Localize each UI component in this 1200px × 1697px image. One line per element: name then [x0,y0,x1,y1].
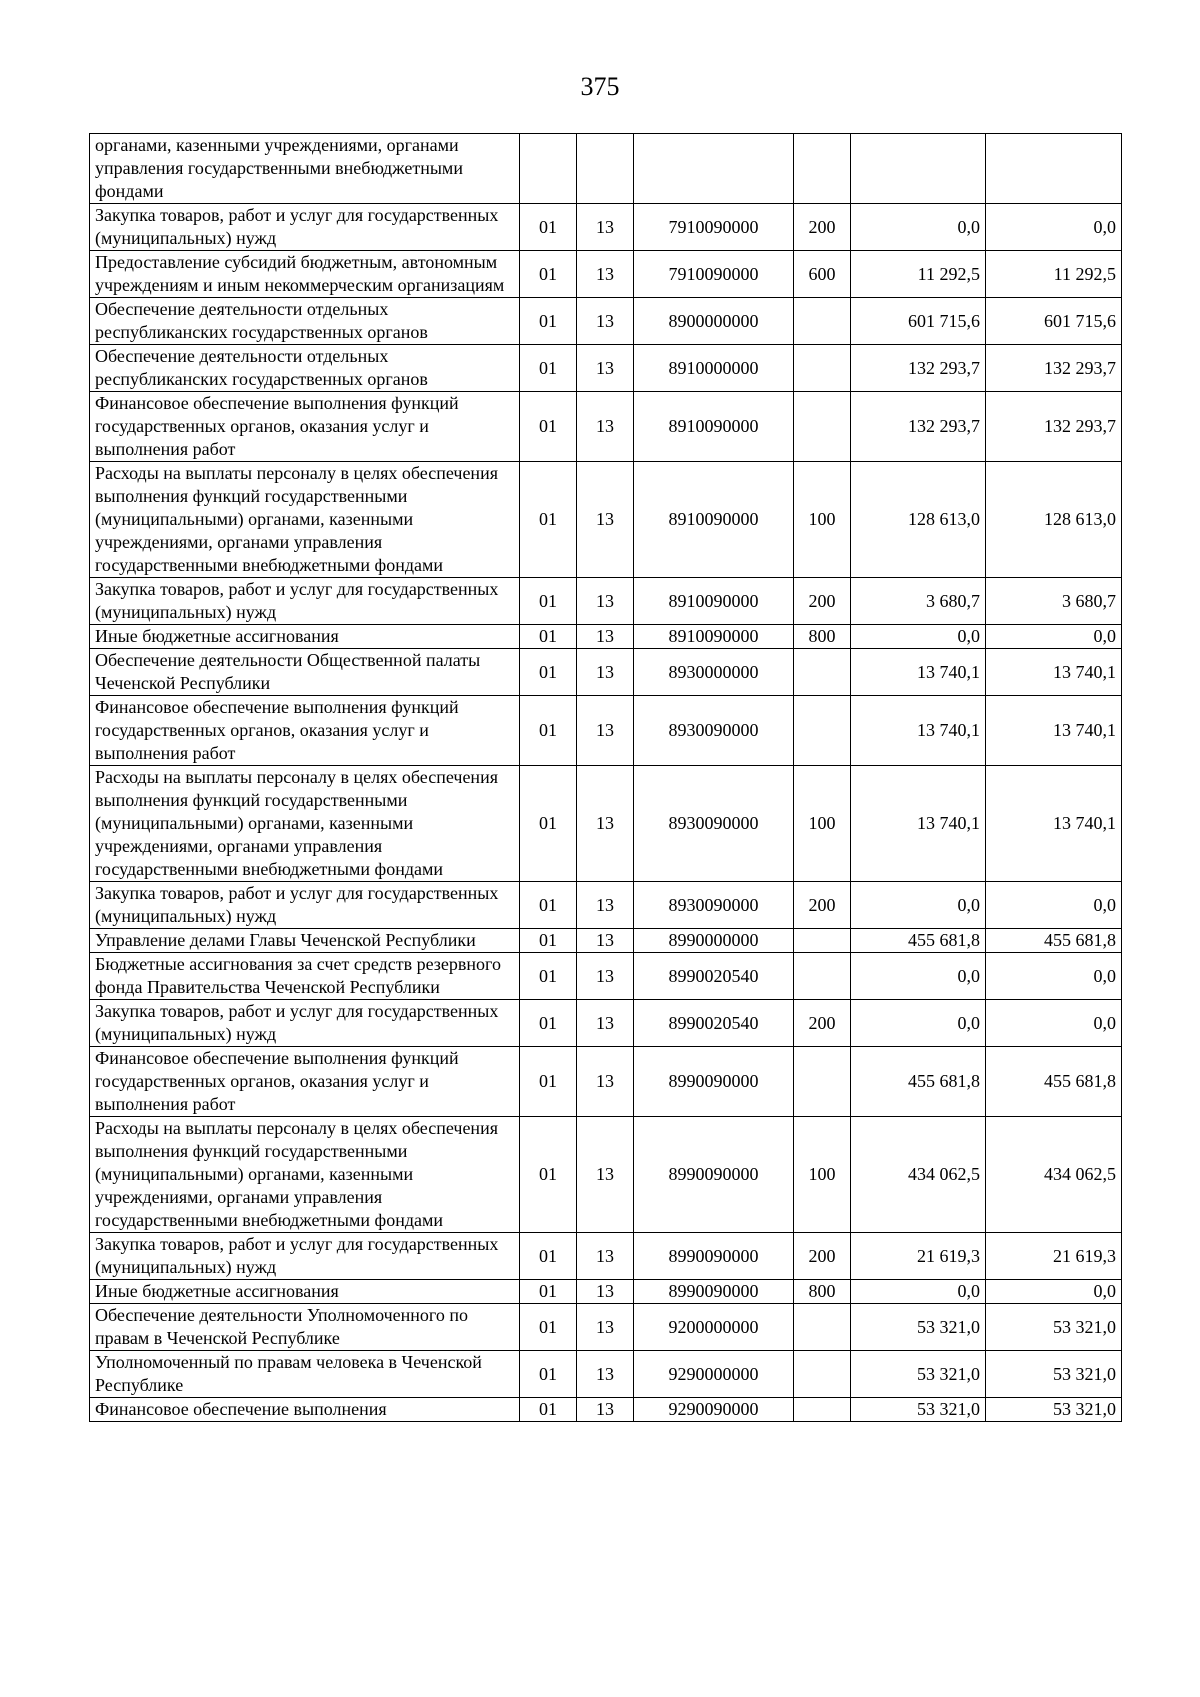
amount-cell-1: 0,0 [851,882,986,929]
expense-type-cell: 100 [794,766,851,882]
amount-cell-1: 434 062,5 [851,1117,986,1233]
expense-type-cell: 800 [794,625,851,649]
subsection-code-cell: 13 [577,204,634,251]
table-row [90,1047,1122,1117]
section-code-cell: 01 [520,1000,577,1047]
expense-type-cell: 200 [794,882,851,929]
amount-cell-1: 13 740,1 [851,766,986,882]
amount-cell-1: 0,0 [851,1280,986,1304]
row-name-cell: Обеспечение деятельности отдельных республиканских государственных органов [90,298,520,345]
expense-type-cell [794,1047,851,1117]
amount-cell-1: 53 321,0 [851,1351,986,1398]
table-row [90,251,1122,298]
row-name-cell: Закупка товаров, работ и услуг для государственных (муниципальных) нужд [90,204,520,251]
section-code-cell: 01 [520,1233,577,1280]
target-article-cell: 8910000000 [634,345,794,392]
subsection-code-cell: 13 [577,251,634,298]
expense-type-cell: 100 [794,462,851,578]
target-article-cell [634,134,794,204]
section-code-cell: 01 [520,625,577,649]
subsection-code-cell: 13 [577,1000,634,1047]
table-row [90,392,1122,462]
amount-cell-2: 53 321,0 [986,1398,1122,1422]
table-row [90,1233,1122,1280]
section-code-cell: 01 [520,345,577,392]
target-article-cell: 8990020540 [634,1000,794,1047]
row-name-cell: органами, казенными учреждениями, органами управления государственными внебюджетными фондами [90,134,520,204]
target-article-cell: 8930090000 [634,696,794,766]
amount-cell-2: 13 740,1 [986,649,1122,696]
target-article-cell: 8930090000 [634,766,794,882]
amount-cell-1: 132 293,7 [851,392,986,462]
target-article-cell: 9200000000 [634,1304,794,1351]
expense-type-cell [794,1304,851,1351]
expense-type-cell: 600 [794,251,851,298]
target-article-cell: 8990090000 [634,1280,794,1304]
amount-cell-2: 132 293,7 [986,392,1122,462]
row-name-cell: Финансовое обеспечение выполнения [90,1398,520,1422]
expense-type-cell [794,1351,851,1398]
amount-cell-1: 53 321,0 [851,1304,986,1351]
row-name-cell: Закупка товаров, работ и услуг для государственных (муниципальных) нужд [90,1233,520,1280]
amount-cell-1: 21 619,3 [851,1233,986,1280]
table-row [90,766,1122,882]
expense-type-cell [794,696,851,766]
subsection-code-cell: 13 [577,1351,634,1398]
table-row [90,204,1122,251]
row-name-cell: Расходы на выплаты персоналу в целях обеспечения выполнения функций государственными (муниципальными) органами, казенными учреждениями, органами управления государственными внебюджетными фондами [90,462,520,578]
amount-cell-1: 0,0 [851,625,986,649]
amount-cell-2: 13 740,1 [986,766,1122,882]
amount-cell-1: 0,0 [851,204,986,251]
amount-cell-1: 3 680,7 [851,578,986,625]
row-name-cell: Закупка товаров, работ и услуг для государственных (муниципальных) нужд [90,882,520,929]
row-name-cell: Финансовое обеспечение выполнения функций государственных органов, оказания услуг и выполнения работ [90,696,520,766]
section-code-cell: 01 [520,251,577,298]
amount-cell-1: 13 740,1 [851,649,986,696]
amount-cell-1: 0,0 [851,953,986,1000]
target-article-cell: 8900000000 [634,298,794,345]
amount-cell-2: 11 292,5 [986,251,1122,298]
expense-type-cell [794,298,851,345]
table-row [90,1304,1122,1351]
row-name-cell: Расходы на выплаты персоналу в целях обеспечения выполнения функций государственными (муниципальными) органами, казенными учреждениями, органами управления государственными внебюджетными фондами [90,1117,520,1233]
subsection-code-cell: 13 [577,1398,634,1422]
amount-cell-1: 0,0 [851,1000,986,1047]
target-article-cell: 8990090000 [634,1233,794,1280]
row-name-cell: Иные бюджетные ассигнования [90,1280,520,1304]
target-article-cell: 9290000000 [634,1351,794,1398]
row-name-cell: Расходы на выплаты персоналу в целях обеспечения выполнения функций государственными (муниципальными) органами, казенными учреждениями, органами управления государственными внебюджетными фондами [90,766,520,882]
row-name-cell: Предоставление субсидий бюджетным, автономным учреждениям и иным некоммерческим организациям [90,251,520,298]
table-row [90,1280,1122,1304]
expense-type-cell [794,1398,851,1422]
row-name-cell: Управление делами Главы Чеченской Республики [90,929,520,953]
amount-cell-2: 0,0 [986,204,1122,251]
section-code-cell [520,134,577,204]
table-row [90,953,1122,1000]
target-article-cell: 8990090000 [634,1117,794,1233]
table-row [90,1398,1122,1422]
table-row [90,462,1122,578]
table-row [90,696,1122,766]
page-number: 375 [580,72,620,101]
row-name-cell: Иные бюджетные ассигнования [90,625,520,649]
amount-cell-2: 132 293,7 [986,345,1122,392]
table-row [90,882,1122,929]
amount-cell-2: 21 619,3 [986,1233,1122,1280]
table-row [90,649,1122,696]
section-code-cell: 01 [520,1398,577,1422]
expense-type-cell: 200 [794,1000,851,1047]
expense-type-cell [794,953,851,1000]
subsection-code-cell: 13 [577,1047,634,1117]
target-article-cell: 8910090000 [634,392,794,462]
section-code-cell: 01 [520,462,577,578]
expense-type-cell [794,345,851,392]
amount-cell-2: 434 062,5 [986,1117,1122,1233]
amount-cell-1: 132 293,7 [851,345,986,392]
amount-cell-2: 0,0 [986,1280,1122,1304]
section-code-cell: 01 [520,649,577,696]
row-name-cell: Финансовое обеспечение выполнения функций государственных органов, оказания услуг и выполнения работ [90,1047,520,1117]
row-name-cell: Обеспечение деятельности Общественной палаты Чеченской Республики [90,649,520,696]
row-name-cell: Закупка товаров, работ и услуг для государственных (муниципальных) нужд [90,1000,520,1047]
expense-type-cell [794,392,851,462]
section-code-cell: 01 [520,1304,577,1351]
expense-type-cell: 200 [794,204,851,251]
section-code-cell: 01 [520,578,577,625]
subsection-code-cell: 13 [577,766,634,882]
amount-cell-2: 53 321,0 [986,1304,1122,1351]
amount-cell-2: 601 715,6 [986,298,1122,345]
subsection-code-cell: 13 [577,1117,634,1233]
subsection-code-cell: 13 [577,625,634,649]
expense-type-cell: 800 [794,1280,851,1304]
table-row [90,298,1122,345]
subsection-code-cell: 13 [577,929,634,953]
target-article-cell: 8910090000 [634,578,794,625]
amount-cell-1: 13 740,1 [851,696,986,766]
row-name-cell: Уполномоченный по правам человека в Чеченской Республике [90,1351,520,1398]
amount-cell-2 [986,134,1122,204]
amount-cell-2: 455 681,8 [986,1047,1122,1117]
target-article-cell: 9290090000 [634,1398,794,1422]
section-code-cell: 01 [520,882,577,929]
table-row [90,578,1122,625]
subsection-code-cell: 13 [577,1280,634,1304]
section-code-cell: 01 [520,298,577,345]
subsection-code-cell: 13 [577,1304,634,1351]
table-row [90,1117,1122,1233]
amount-cell-1: 53 321,0 [851,1398,986,1422]
amount-cell-1: 601 715,6 [851,298,986,345]
section-code-cell: 01 [520,1280,577,1304]
amount-cell-2: 0,0 [986,953,1122,1000]
row-name-cell: Обеспечение деятельности отдельных республиканских государственных органов [90,345,520,392]
amount-cell-2: 128 613,0 [986,462,1122,578]
section-code-cell: 01 [520,696,577,766]
subsection-code-cell: 13 [577,1233,634,1280]
amount-cell-1: 455 681,8 [851,1047,986,1117]
section-code-cell: 01 [520,929,577,953]
subsection-code-cell [577,134,634,204]
table-row [90,1000,1122,1047]
amount-cell-2: 0,0 [986,625,1122,649]
amount-cell-2: 0,0 [986,1000,1122,1047]
amount-cell-2: 13 740,1 [986,696,1122,766]
amount-cell-2: 53 321,0 [986,1351,1122,1398]
section-code-cell: 01 [520,953,577,1000]
section-code-cell: 01 [520,766,577,882]
target-article-cell: 7910090000 [634,204,794,251]
subsection-code-cell: 13 [577,649,634,696]
subsection-code-cell: 13 [577,392,634,462]
section-code-cell: 01 [520,392,577,462]
target-article-cell: 8910090000 [634,462,794,578]
row-name-cell: Финансовое обеспечение выполнения функций государственных органов, оказания услуг и выполнения работ [90,392,520,462]
target-article-cell: 8930090000 [634,882,794,929]
expense-type-cell [794,649,851,696]
amount-cell-1: 128 613,0 [851,462,986,578]
expense-type-cell: 200 [794,1233,851,1280]
table-row [90,625,1122,649]
row-name-cell: Закупка товаров, работ и услуг для государственных (муниципальных) нужд [90,578,520,625]
table-row [90,134,1122,204]
row-name-cell: Бюджетные ассигнования за счет средств резервного фонда Правительства Чеченской Республики [90,953,520,1000]
target-article-cell: 8930000000 [634,649,794,696]
subsection-code-cell: 13 [577,298,634,345]
table-row [90,1351,1122,1398]
expense-type-cell: 200 [794,578,851,625]
budget-table [89,133,1122,1422]
target-article-cell: 8990000000 [634,929,794,953]
amount-cell-2: 3 680,7 [986,578,1122,625]
subsection-code-cell: 13 [577,696,634,766]
table-row [90,345,1122,392]
amount-cell-1 [851,134,986,204]
expense-type-cell: 100 [794,1117,851,1233]
target-article-cell: 8990090000 [634,1047,794,1117]
subsection-code-cell: 13 [577,578,634,625]
section-code-cell: 01 [520,1351,577,1398]
amount-cell-1: 455 681,8 [851,929,986,953]
section-code-cell: 01 [520,1117,577,1233]
amount-cell-1: 11 292,5 [851,251,986,298]
table-row [90,929,1122,953]
target-article-cell: 8910090000 [634,625,794,649]
row-name-cell: Обеспечение деятельности Уполномоченного по правам в Чеченской Республике [90,1304,520,1351]
expense-type-cell [794,929,851,953]
section-code-cell: 01 [520,204,577,251]
subsection-code-cell: 13 [577,953,634,1000]
budget-table-body [90,134,1122,1422]
subsection-code-cell: 13 [577,882,634,929]
subsection-code-cell: 13 [577,345,634,392]
target-article-cell: 8990020540 [634,953,794,1000]
section-code-cell: 01 [520,1047,577,1117]
target-article-cell: 7910090000 [634,251,794,298]
expense-type-cell [794,134,851,204]
amount-cell-2: 0,0 [986,882,1122,929]
subsection-code-cell: 13 [577,462,634,578]
amount-cell-2: 455 681,8 [986,929,1122,953]
